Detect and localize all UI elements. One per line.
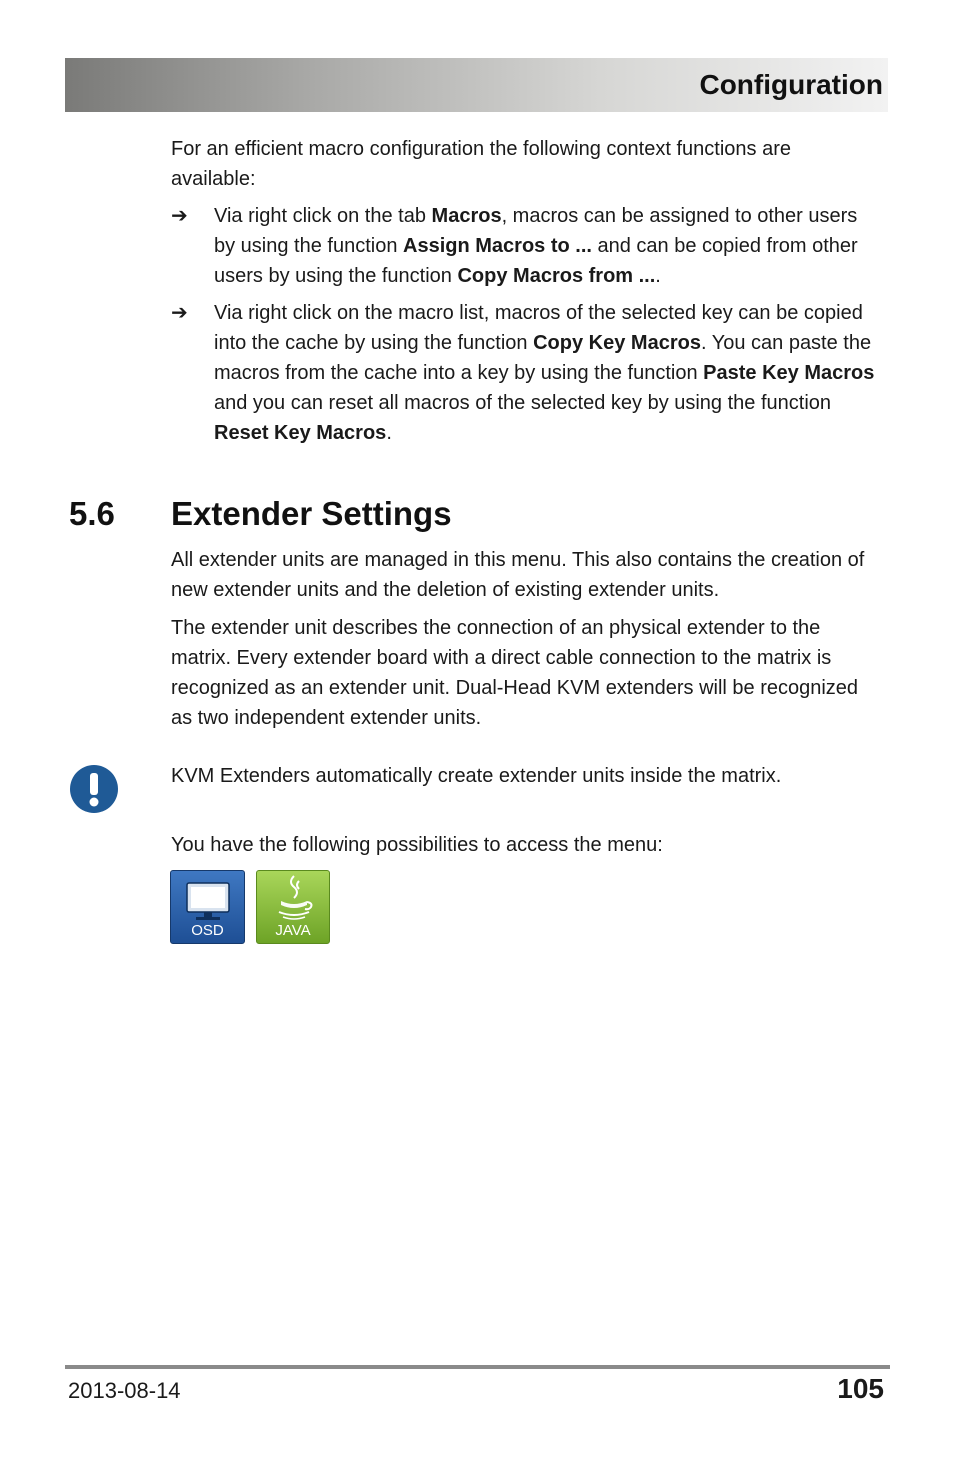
bullet-text: and you can reset all macros of the selected key by using the function (214, 392, 832, 414)
section-number: 5.6 (69, 495, 115, 532)
header-bar (65, 58, 888, 112)
bullet-text: Via right click on the tab (214, 205, 432, 227)
java-button[interactable] (256, 870, 330, 944)
bullet-term: Reset Key Macros (214, 422, 387, 444)
bullet-text: . You can paste the macros from the cache into a key by using the function (214, 332, 872, 384)
footer-date: 2013-08-14 (68, 1378, 181, 1403)
footer-rule (65, 1365, 890, 1369)
arrow-icon: ➔ (171, 302, 188, 324)
access-block (171, 830, 881, 860)
bullet-item (171, 201, 881, 291)
section-title: Extender Settings (171, 495, 452, 532)
section-paragraph: The extender unit describes the connection of an physical extender to the matrix. Every extender board with a direct cable connection to the matrix is recognized as an extender unit. Dual-Head KVM extenders will be recognized as two independent extender units. (171, 617, 859, 729)
bullet-text: , macros can be assigned to other users by using the function (214, 205, 858, 257)
bullet-term: Assign Macros to ... (403, 235, 592, 257)
page-number: 105 (837, 1373, 884, 1404)
bullet-term: Paste Key Macros (703, 362, 875, 384)
osd-label: OSD (191, 922, 224, 939)
exclamation-icon (69, 764, 119, 814)
chapter-title: Configuration (699, 69, 883, 100)
bullet-term: Macros (431, 205, 502, 227)
section-paragraph: All extender units are managed in this menu. This also contains the creation of new extender units and the deletion of existing extender units. (171, 549, 865, 601)
intro-paragraph: For an efficient macro configuration the following context functions are available: (171, 138, 791, 190)
osd-button[interactable] (170, 870, 245, 944)
access-text: You have the following possibilities to access the menu: (171, 834, 663, 856)
bullet-term: Copy Macros from ... (457, 265, 656, 287)
arrow-icon: ➔ (171, 205, 188, 227)
java-label: JAVA (275, 922, 311, 939)
bullet-text: Via right click on the macro list, macros of the selected key can be copied into the cache by using the function (214, 302, 863, 354)
bullet-text: and can be copied from other users by using the function (214, 235, 858, 287)
monitor-icon (171, 871, 246, 927)
bullet-item (171, 298, 881, 448)
bullet-term: Copy Key Macros (533, 332, 701, 354)
note-block (171, 761, 881, 791)
bullet-text: . (655, 265, 661, 287)
section-heading (69, 492, 452, 536)
section-body (171, 545, 881, 733)
note-text: KVM Extenders automatically create extender units inside the matrix. (171, 765, 782, 787)
bullet-text: . (386, 422, 392, 444)
java-cup-icon (257, 871, 331, 927)
intro-block (171, 134, 881, 448)
